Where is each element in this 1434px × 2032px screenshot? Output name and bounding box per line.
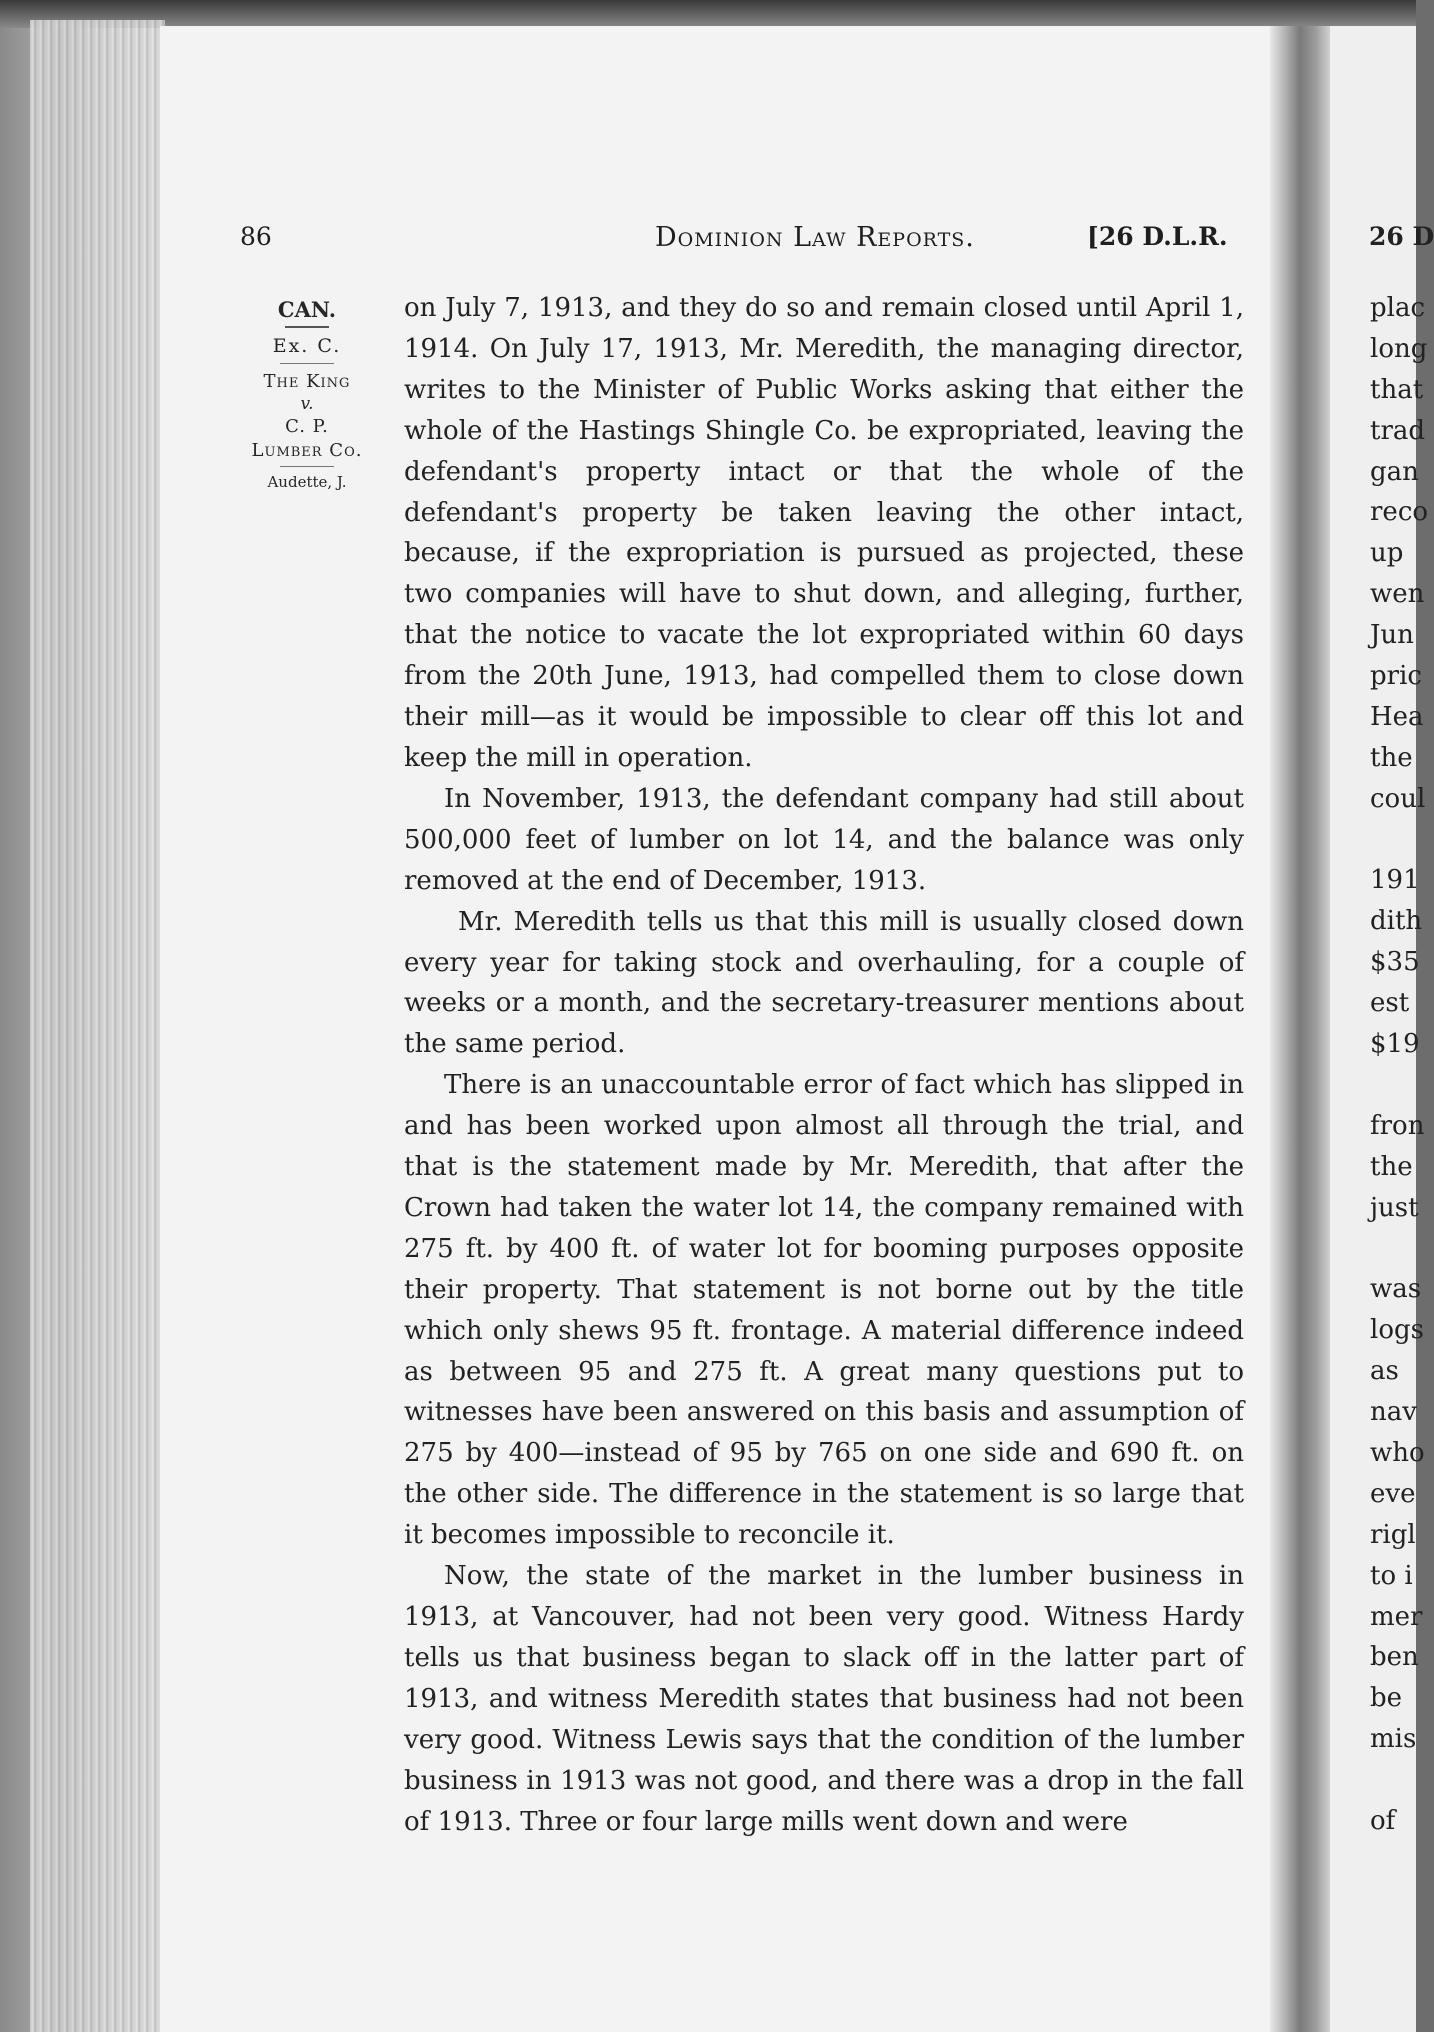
volume-reference: [26 D.L.R. (1087, 222, 1228, 251)
next-page-line: fron (1370, 1110, 1425, 1141)
next-page-line: as (1370, 1356, 1399, 1387)
next-page-line: Jun (1370, 620, 1414, 651)
next-page-line: rigl (1370, 1519, 1416, 1550)
page-edges (30, 20, 165, 2032)
next-page-line: coul (1370, 783, 1426, 814)
next-page-line: $19 (1370, 1029, 1420, 1060)
paragraph: There is an unaccountable error of fact which has slipped in and has been worked upon almost all through the trial, and that is the statement made by Mr. Meredith, that after the Crown had taken the water lot 14, the company remained with 275 ft. by 400 ft. of water lot for booming purposes opposite their property. That statement is not borne out by the title which only shews 95 ft. frontage. A material difference indeed as between 95 and 275 ft. A great many questions put to witnesses have been answered on this basis and assumption of 275 by 400—instead of 95 by 765 on one side and 690 ft. on the other side. The difference in the statement is so large that it becomes impossible to reconcile it. (404, 1070, 1244, 1551)
next-page-line: wen (1370, 579, 1425, 610)
next-page-line: nav (1370, 1397, 1417, 1428)
next-page-line: to i (1370, 1560, 1413, 1591)
next-page-text (1370, 288, 1430, 1842)
next-page-line: mis (1370, 1724, 1417, 1755)
next-page-line: the (1370, 742, 1413, 773)
next-page-line: reco (1370, 497, 1429, 528)
court: Ex. C. (272, 335, 342, 358)
margin-rule (280, 363, 334, 364)
judge: Audette, J. (267, 473, 347, 492)
next-page-line: 191 (1370, 865, 1420, 896)
next-page-line: up (1370, 538, 1404, 569)
paragraph: Now, the state of the market in the lumber business in 1913, at Vancouver, had not been very good. Witness Hardy tells us that business began to slack off in the latter part of 1913, and witness Meredith states that business had not been very good. Witness Lewis says that the condition of the lumber business in 1913 was not good, and there was a drop in the fall of 1913. Three or four large mills went down and were (404, 1561, 1244, 1837)
paragraph: on July 7, 1913, and they do so and remain closed until April 1, 1914. On July 17, 1913, Mr. Meredith, the managing director, writes to the Minister of Public Works asking that either the whole of the Hastings Shingle Co. be expropriated, leaving the defendant's property intact or that the whole of the defendant's property be taken leaving the other intact, because, if the expropriation is pursued as projected, these two companies will have to shut down, and alleging, further, that the notice to vacate the lot expropriated within 60 days from the 20th June, 1913, had compelled them to close down their mill—as it would be impossible to clear off this lot and keep the mill in operation. (404, 293, 1244, 773)
page-number: 86 (240, 222, 272, 251)
next-page-line: was (1370, 1274, 1422, 1305)
top-shadow (0, 0, 1416, 28)
next-page-line: long (1370, 333, 1428, 364)
next-page-line (1370, 820, 1430, 861)
next-page-line: ben (1370, 1642, 1419, 1673)
book-gutter (1270, 26, 1330, 2032)
next-page-line: just (1370, 1192, 1419, 1223)
next-page-line: plac (1370, 293, 1426, 323)
next-page-line: dith (1370, 906, 1423, 937)
next-page-line: that (1370, 374, 1424, 405)
next-page-line: the (1370, 1151, 1413, 1182)
next-page-line (1370, 1760, 1430, 1801)
party-2-line-2: Lumber Co. (251, 439, 363, 461)
next-page-line: $35 (1370, 947, 1420, 978)
jurisdiction: CAN. (277, 297, 337, 322)
journal-title: Dominion Law Reports. (655, 222, 975, 253)
versus: v. (300, 394, 314, 415)
next-page-line (1370, 1228, 1430, 1269)
next-page-line: gan (1370, 456, 1419, 487)
next-page-line: of (1370, 1805, 1396, 1836)
margin-rule (280, 466, 334, 467)
paragraph: In November, 1913, the defendant company had still about 500,000 feet of lumber on lot 14, and the balance was only removed at the end of December, 1913. (404, 783, 1244, 896)
next-page-line: eve (1370, 1478, 1416, 1509)
margin-rule (285, 326, 329, 328)
next-page-line: logs (1370, 1315, 1424, 1346)
paragraph: Mr. Meredith tells us that this mill is usually closed down every year for taking stock and overhauling, for a couple of weeks or a month, and the secretary-treasurer mentions about the same period. (404, 906, 1244, 1060)
margin-note (238, 296, 376, 493)
next-page-line: Hea (1370, 701, 1424, 732)
next-page-line: trad (1370, 415, 1426, 446)
body-text (404, 288, 1244, 1842)
next-page-line: est (1370, 988, 1410, 1019)
party-1: The King (263, 370, 351, 392)
next-page-head: 26 D (1369, 222, 1434, 251)
next-page-line (1370, 1065, 1430, 1106)
party-2-line-1: C. P. (285, 416, 329, 438)
next-page-line: mer (1370, 1601, 1423, 1632)
next-page-line: who (1370, 1437, 1425, 1468)
running-head (0, 222, 1416, 262)
next-page-line: be (1370, 1683, 1403, 1714)
next-page-line: pric (1370, 661, 1422, 692)
